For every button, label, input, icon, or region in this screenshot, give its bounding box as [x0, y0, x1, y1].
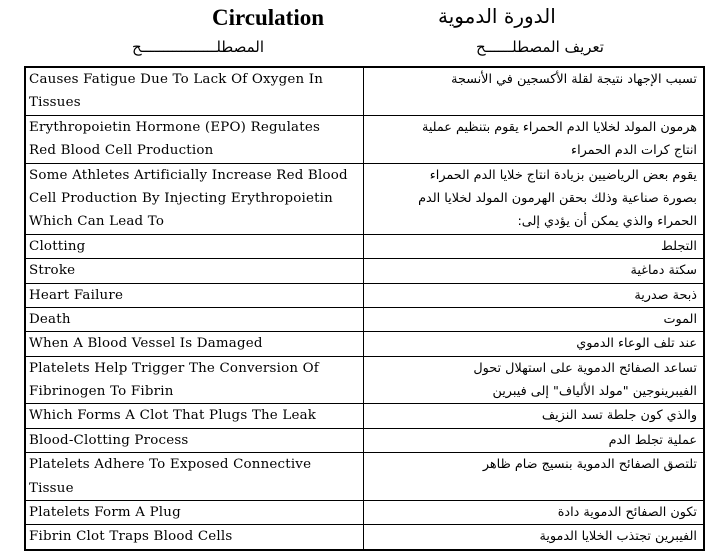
term-cell [25, 356, 364, 404]
term-line: Clotting [29, 238, 86, 254]
term-line: Causes Fatigue Due To Lack Of Oxygen In [29, 72, 324, 87]
table-row [25, 501, 704, 525]
table-row [25, 307, 704, 331]
definition-line: تكون الصفائح الدموية دادة [557, 505, 697, 521]
term-line: Platelets Adhere To Exposed Connective [29, 457, 312, 473]
definition-line: عملية تجلط الدم [608, 432, 697, 448]
table-row [25, 234, 704, 258]
term-line: Which Forms A Clot That Plugs The Leak [29, 408, 317, 424]
term-line: Stroke [29, 263, 76, 279]
column-heading-term: المصطلـــــــــــــــــح [131, 38, 265, 56]
table-row [25, 283, 704, 307]
definition-cell [364, 67, 705, 115]
term-line: When A Blood Vessel Is Damaged [29, 336, 263, 352]
term-line: Some Athletes Artificially Increase Red Blood [29, 167, 348, 183]
table-row [25, 67, 704, 115]
definition-cell [364, 259, 705, 283]
term-cell [25, 525, 364, 550]
term-line: Which Can Lead To [29, 214, 165, 230]
definition-cell [364, 525, 705, 550]
definition-line: الموت [663, 311, 697, 327]
definition-cell [364, 356, 705, 404]
term-cell [25, 234, 364, 258]
definition-line: الحمراء والذي يمكن أن يؤدي إلى: [517, 214, 697, 230]
definition-cell [364, 404, 705, 428]
table-row [25, 163, 704, 234]
term-cell [25, 283, 364, 307]
definition-cell [364, 115, 705, 163]
term-line: Erythropoietin Hormone (EPO) Regulates [29, 119, 321, 135]
definition-line: هرمون المولد لخلايا الدم الحمراء يقوم بتنظيم عملية [421, 119, 697, 135]
table-row [25, 525, 704, 550]
table-row [25, 428, 704, 452]
term-cell [25, 404, 364, 428]
term-line: Fibrin Clot Traps Blood Cells [29, 529, 233, 545]
definition-line: تسبب الإجهاد نتيجة لقلة الأكسجين في الأنسجة [451, 72, 697, 87]
term-cell [25, 453, 364, 501]
term-line: Red Blood Cell Production [29, 143, 214, 159]
table-row [25, 115, 704, 163]
term-line: Death [29, 311, 71, 327]
glossary-body [25, 67, 704, 550]
term-line: Tissues [29, 95, 81, 111]
term-cell [25, 307, 364, 331]
table-row [25, 332, 704, 356]
term-line: Cell Production By Injecting Erythropoietin [29, 190, 333, 206]
definition-line: يقوم بعض الرياضيين بزيادة انتاج خلايا الدم الحمراء [429, 167, 697, 183]
definition-line: الفيبرينوجين "مولد الألياف" إلى فيبرين [492, 384, 697, 400]
definition-cell [364, 283, 705, 307]
term-line: Heart Failure [29, 287, 124, 303]
definition-cell [364, 428, 705, 452]
term-cell [25, 163, 364, 234]
definition-cell [364, 307, 705, 331]
term-line: Platelets Help Trigger The Conversion Of [29, 360, 319, 376]
term-line: Fibrinogen To Fibrin [29, 384, 174, 400]
title-english: Circulation [212, 5, 325, 30]
term-cell [25, 428, 364, 452]
definition-line: عند تلف الوعاء الدموي [576, 336, 697, 352]
definition-line: تساعد الصفائح الدموية على استهلال تحول [473, 360, 697, 376]
definition-cell [364, 163, 705, 234]
definition-cell [364, 501, 705, 525]
table-row [25, 453, 704, 501]
definition-line: والذي كون جلطة تسد النزيف [541, 408, 697, 424]
term-line: Tissue [29, 480, 74, 496]
title-arabic: الدورة الدموية [438, 4, 556, 28]
definition-line: انتاج كرات الدم الحمراء [571, 143, 697, 159]
table-row [25, 356, 704, 404]
definition-line: الفيبرين تجتذب الخلايا الدموية [539, 529, 697, 545]
definition-line: سكتة دماغية [630, 263, 697, 279]
definition-line: تلتصق الصفائح الدموية بنسيج ضام ظاهر [482, 457, 697, 473]
term-cell [25, 332, 364, 356]
term-cell [25, 115, 364, 163]
definition-cell [364, 453, 705, 501]
term-line: Platelets Form A Plug [29, 505, 181, 521]
term-line: Blood-Clotting Process [29, 432, 189, 448]
column-heading-definition: تعريف المصطلــــــح [476, 38, 604, 56]
definition-cell [364, 234, 705, 258]
definition-cell [364, 332, 705, 356]
definition-line: ذبحة صدرية [634, 287, 697, 303]
term-cell [25, 67, 364, 115]
glossary-table [24, 66, 705, 551]
table-row [25, 259, 704, 283]
term-cell [25, 259, 364, 283]
term-cell [25, 501, 364, 525]
definition-line: التجلط [661, 238, 697, 254]
table-row [25, 404, 704, 428]
definition-line: بصورة صناعية وذلك بحقن الهرمون المولد لخلايا الدم [418, 190, 697, 206]
